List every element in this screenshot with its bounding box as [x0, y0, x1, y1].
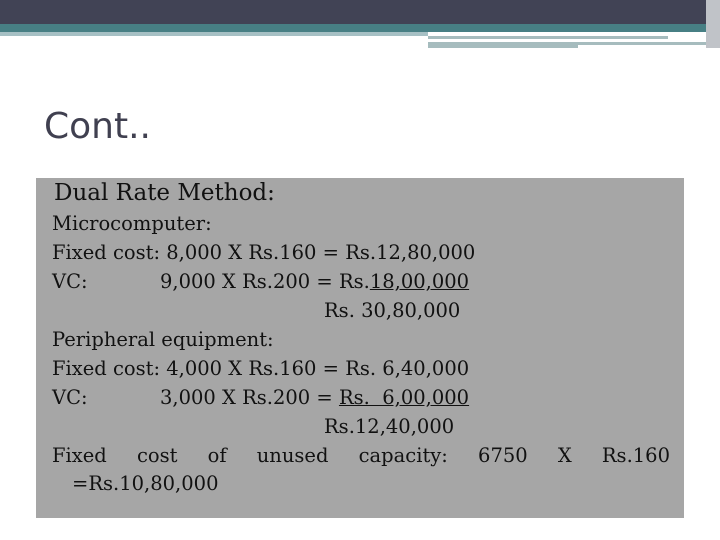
word: capacity:	[358, 444, 448, 467]
micro-total: Rs. 30,80,000	[324, 299, 461, 322]
peripheral-vc-line	[160, 386, 469, 409]
word: X	[557, 444, 572, 467]
micro-fixed-cost: Fixed cost: 8,000 X Rs.160 = Rs.12,80,000	[52, 241, 476, 264]
peripheral-vc-label: VC:	[52, 386, 88, 409]
micro-vc-line	[160, 270, 469, 293]
word: 6750	[478, 444, 528, 467]
header-stripe	[578, 42, 713, 45]
micro-vc-label: VC:	[52, 270, 88, 293]
header-accent-bar	[0, 24, 720, 32]
peripheral-label: Peripheral equipment:	[52, 328, 274, 351]
slide-title: Cont..	[44, 106, 151, 147]
micro-vc-value: 18,00,000	[369, 270, 470, 293]
word: unused	[256, 444, 329, 467]
word: Fixed	[52, 444, 107, 467]
peripheral-vc-calc: 3,000 X Rs.200 =	[160, 386, 339, 409]
content-heading: Dual Rate Method:	[54, 180, 275, 206]
header-stripe	[428, 36, 668, 39]
header-bar	[0, 0, 720, 24]
word: cost	[136, 444, 178, 467]
header-stripe	[428, 42, 578, 48]
header-edge	[706, 0, 720, 48]
peripheral-vc-value: Rs. 6,00,000	[338, 386, 470, 409]
word: of	[207, 444, 227, 467]
header-stripe	[0, 32, 428, 36]
peripheral-fixed-cost: Fixed cost: 4,000 X Rs.160 = Rs. 6,40,000	[52, 357, 470, 380]
micro-vc-calc: 9,000 X Rs.200 = Rs.	[160, 270, 370, 293]
unused-capacity-result: =Rs.10,80,000	[72, 472, 219, 495]
unused-capacity-line	[52, 444, 670, 467]
word: Rs.160	[601, 444, 670, 467]
micro-label: Microcomputer:	[52, 212, 212, 235]
peripheral-total: Rs.12,40,000	[324, 415, 455, 438]
